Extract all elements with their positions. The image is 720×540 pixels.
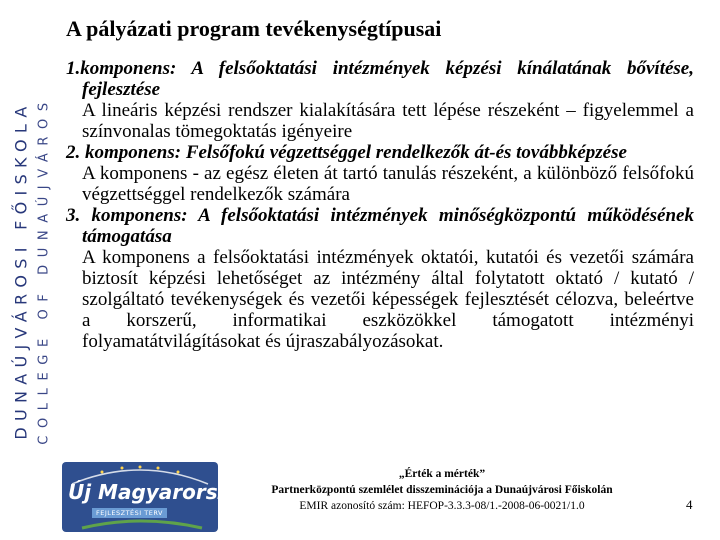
- slide-content: [66, 58, 694, 352]
- footer-project-id: EMIR azonosító szám: HEFOP-3.3.3-08/1.-2008-06-0021/1.0: [299, 500, 585, 512]
- component-3-description: A komponens a felsőoktatási intézmények oktatói, kutatói és vezetői számára biztosít képzési lehetőséget az intézmény által folytatott oktató / kutató / szolgáltató tevékenységek és vezetői képességek fejlesztését célozva, beleértve a korszerű, informatikai eszközökkel támogatott intézményi folyamatátvilágításokat és újraszabályozásokat.: [82, 247, 694, 352]
- footer-info: [222, 466, 662, 514]
- college-name-english: COLLEGE OF DUNAÚJVÁROS: [36, 95, 52, 445]
- page-number: 4: [686, 497, 693, 512]
- logo-wordmark: Új Magyarország: [68, 480, 258, 504]
- footer-project-title: Partnerközpontú szemlélet disszeminációja a Dunaújvárosi Főiskolán: [271, 484, 613, 496]
- slide-title: A pályázati program tevékenységtípusai: [66, 16, 442, 41]
- sidebar-branding: [0, 0, 60, 540]
- uj-magyarorszag-logo: [62, 462, 258, 532]
- component-2-heading: 2. komponens: Felsőfokú végzettséggel rendelkezők át-és továbbképzése: [66, 142, 627, 163]
- component-1-heading: 1.komponens: A felsőoktatási intézmények képzési kínálatának bővítése, fejlesztése: [66, 58, 694, 100]
- college-name-hungarian: DUNAÚJVÁROSI FŐISKOLA: [11, 100, 31, 440]
- component-3-heading: 3. komponens: A felsőoktatási intézmények minőségközpontú működésének támogatása: [66, 205, 694, 247]
- footer-motto: „Érték a mérték”: [398, 468, 486, 480]
- component-1-description: A lineáris képzési rendszer kialakítására tett lépése részeként – figyelemmel a színvonalas tömegoktatás igényeire: [82, 100, 694, 142]
- logo-subtitle: FEJLESZTÉSI TERV: [92, 508, 167, 518]
- component-2-description: A komponens - az egész életen át tartó tanulás részeként, a különböző felsőfokú végzettséggel rendelkezők számára: [82, 163, 694, 205]
